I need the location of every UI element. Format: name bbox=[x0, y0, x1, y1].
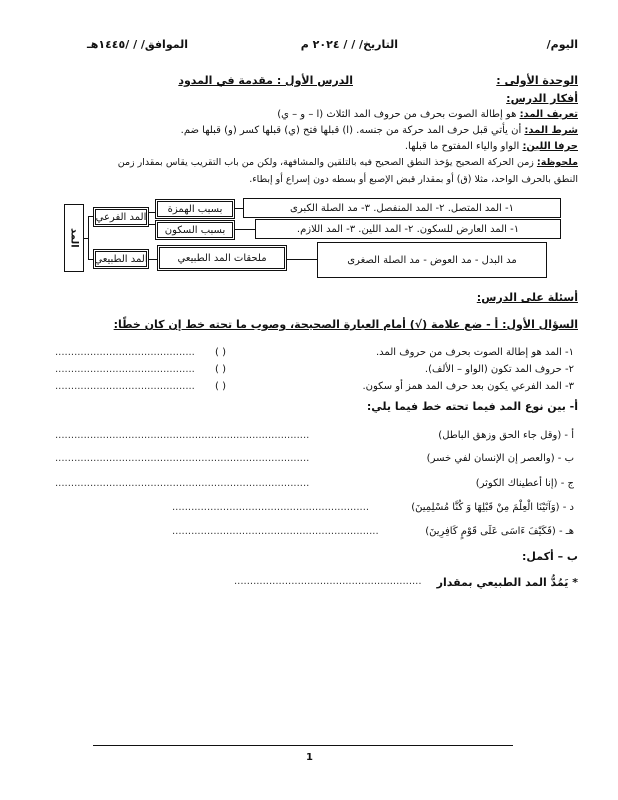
condition-label: شرط المد: bbox=[524, 125, 578, 136]
questions-title: أسئلة على الدرس: bbox=[476, 291, 578, 304]
q1-item-1-paren[interactable]: ( ) bbox=[215, 347, 226, 358]
hamza-types-box: ١- المد المتصل. ٢- المد المنفصل. ٣- مد الصلة الكبرى bbox=[243, 198, 561, 218]
hamza-cause-box: بسبب الهمزة bbox=[155, 199, 235, 219]
tabi3i-box: المد الطبيعي bbox=[93, 249, 149, 269]
definition-label: تعريف المد: bbox=[519, 109, 578, 120]
q1b-item-e-answer[interactable]: ................................................................. bbox=[172, 526, 379, 537]
condition-line bbox=[181, 125, 578, 136]
q1b-item-d-text: د - (وَآتَيْنَا الْعِلْمَ مِنْ قَبْلِهَا وَ كُنَّا مُسْلِمِينَ) bbox=[411, 502, 574, 513]
sukoon-types-box: ١- المد العارض للسكون. ٢- المد اللين. ٣- المد اللازم. bbox=[255, 219, 561, 239]
leen-text: الواو والياء المفتوح ما قبلها. bbox=[404, 141, 523, 152]
sukoon-cause-box: بسبب السكون bbox=[155, 220, 235, 240]
connector-vertical bbox=[88, 216, 89, 260]
day-field: اليوم/ bbox=[546, 38, 578, 51]
connector-mulhaqat-types bbox=[287, 259, 317, 260]
diagram-root-box: المد bbox=[64, 204, 84, 272]
q1-item-3-text: ٣- المد الفرعي يكون بعد حرف المد همز أو سكون. bbox=[362, 381, 574, 392]
note-line-2: النطق بالحرف الواحد، مثلا (ق) أو بمقدار قبض الإصبع أو بسطه دون إسراع أو إبطاء. bbox=[249, 174, 578, 185]
q1-item-1-text: ١- المد هو إطالة الصوت بحرف من حروف المد. bbox=[376, 347, 574, 358]
q1-item-3-paren[interactable]: ( ) bbox=[215, 381, 226, 392]
q1b-item-a-answer[interactable]: ................................................................................ bbox=[55, 430, 310, 441]
q1-item-2-text: ٢- حروف المد تكون (الواو – الألف). bbox=[424, 364, 574, 375]
hijri-date-field: الموافق/ / /١٤٤٥هـ bbox=[86, 38, 188, 51]
complete-item: * يَمُدُّ المد الطبيعي بمقدار bbox=[436, 576, 578, 589]
q1b-item-c-answer[interactable]: ................................................................................ bbox=[55, 478, 310, 489]
note-label: ملحوظة: bbox=[536, 157, 578, 168]
q1-item-2-paren[interactable]: ( ) bbox=[215, 364, 226, 375]
q1b-item-b-text: ب - (والعصر إن الإنسان لفي خسر) bbox=[426, 453, 574, 464]
q1b-item-e-text: هـ - (فَكَيْفَ ءَاسَى عَلَى قَوْمٍ كَافِرِينَ) bbox=[425, 526, 574, 537]
q1-item-2-answer[interactable]: ............................................ bbox=[55, 364, 195, 375]
ideas-title: أفكار الدرس: bbox=[506, 92, 578, 105]
q1-item-3-answer[interactable]: ............................................ bbox=[55, 381, 195, 392]
unit-title: الوحدة الأولى : bbox=[496, 74, 578, 87]
leen-label: حرفا اللين: bbox=[522, 141, 578, 152]
q1b-item-b-answer[interactable]: ................................................................................ bbox=[55, 453, 310, 464]
condition-text: أن يأتي قبل حرف المد حركة من جنسه. (ا) قبلها فتح (ي) قبلها كسر (و) قبلها ضم. bbox=[180, 125, 525, 136]
q1b-item-c-text: ج - (إنا أعطيناك الكوثر) bbox=[475, 478, 574, 489]
mulhaqat-box: ملحقات المد الطبيعي bbox=[157, 245, 287, 271]
page-number: 1 bbox=[306, 752, 313, 763]
leen-line bbox=[405, 141, 578, 152]
definition-line bbox=[277, 109, 578, 120]
far3i-box: المد الفرعي bbox=[93, 207, 149, 227]
note-line-1 bbox=[118, 157, 578, 168]
lesson-title: الدرس الأول : مقدمة في المدود bbox=[178, 74, 353, 87]
q1b-title: أ- بين نوع المد فيما تحته خط فيما يلي: bbox=[366, 400, 578, 413]
note-text-1: زمن الحركة الصحيح يؤخذ النطق الصحيح فيه بالتلقين والمشافهة، ولكن من باب التقريب يقاس بمقدار زمن bbox=[117, 157, 537, 168]
q1-title: السؤال الأول: أ - ضع علامة (√) أمام العبارة الصحيحة، وصوب ما تحته خط إن كان خطًا: bbox=[113, 318, 578, 331]
q1b-item-d-answer[interactable]: .............................................................. bbox=[172, 502, 370, 513]
date-field: التاريخ/ / / ٢٠٢٤ م bbox=[300, 38, 398, 51]
complete-answer[interactable]: ........................................................... bbox=[234, 576, 422, 587]
connector-mulhaqat bbox=[149, 259, 157, 260]
definition-text: هو إطالة الصوت بحرف من حروف المد الثلاث (ا – و – ي) bbox=[277, 109, 520, 120]
complete-title: ب – أكمل: bbox=[522, 550, 578, 563]
mulhaqat-types-box: مد البدل - مد العوض - مد الصلة الصغرى bbox=[317, 242, 547, 278]
footer-divider bbox=[93, 745, 513, 746]
q1-item-1-answer[interactable]: ............................................ bbox=[55, 347, 195, 358]
connector-sukoon-types bbox=[235, 229, 255, 230]
connector-hamza-types bbox=[235, 208, 243, 209]
q1b-item-a-text: أ - (وقل جاء الحق وزهق الباطل) bbox=[438, 430, 574, 441]
